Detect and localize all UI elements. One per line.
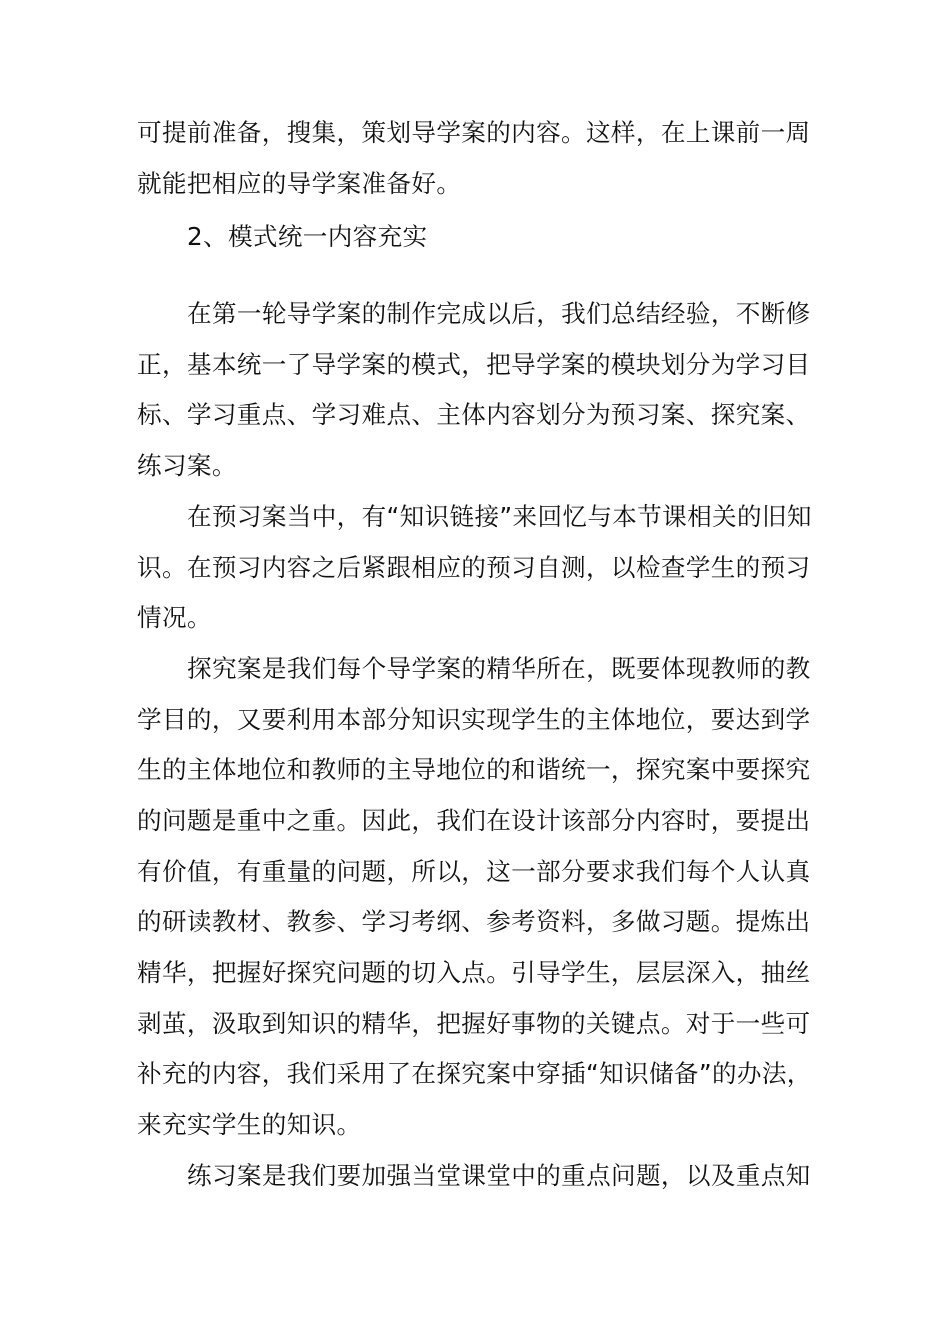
text-line: 在预习案当中，有“知识链接”来回忆与本节课相关的旧知 [187,501,812,531]
text-line: 可提前准备，搜集，策划导学案的内容。这样，在上课前一周 [137,118,811,147]
paragraph [137,492,827,644]
text-line: 正，基本统一了导学案的模式，把导学案的模块划分为学习目 [137,349,811,379]
text-line: 练习案是我们要加强当堂课堂中的重点问题，以及重点知 [187,1160,811,1190]
section-heading [137,212,827,263]
text-line: 生的主体地位和教师的主导地位的和谐统一，探究案中要探究 [137,755,811,785]
paragraph [137,1151,827,1202]
text-line: 来充实学生的知识。 [137,1110,362,1140]
text-line: 精华，把握好探究问题的切入点。引导学生，层层深入，抽丝 [137,958,811,987]
paragraph-continued [137,108,827,209]
document-body [137,108,827,1201]
text-line: 标、学习重点、学习难点、主体内容划分为预习案、探究案、 [137,400,811,430]
paragraph [137,644,827,1151]
text-line: 探究案是我们每个导学案的精华所在，既要体现教师的教 [187,653,811,683]
section-heading-text: 2、模式统一内容充实 [187,222,428,252]
text-line: 的问题是重中之重。因此，我们在设计该部分内容时，要提出 [137,805,811,835]
text-line: 的研读教材、教参、学习考纲、参考资料，多做习题。提炼出 [137,907,811,937]
text-line: 就能把相应的导学案准备好。 [137,168,462,198]
text-line: 识。在预习内容之后紧跟相应的预习自测，以检查学生的预习 [137,552,811,582]
paragraph [137,289,827,492]
text-line: 学目的，又要利用本部分知识实现学生的主体地位，要达到学 [137,704,811,734]
text-line: 练习案。 [137,451,237,481]
text-line: 剥茧，汲取到知识的精华，把握好事物的关键点。对于一些可 [137,1008,811,1038]
text-line: 情况。 [137,603,212,633]
text-line: 在第一轮导学案的制作完成以后，我们总结经验，不断修 [187,299,811,329]
text-line: 有价值，有重量的问题，所以，这一部分要求我们每个人认真 [137,856,811,886]
text-line: 补充的内容，我们采用了在探究案中穿插“知识储备”的办法， [137,1059,812,1089]
